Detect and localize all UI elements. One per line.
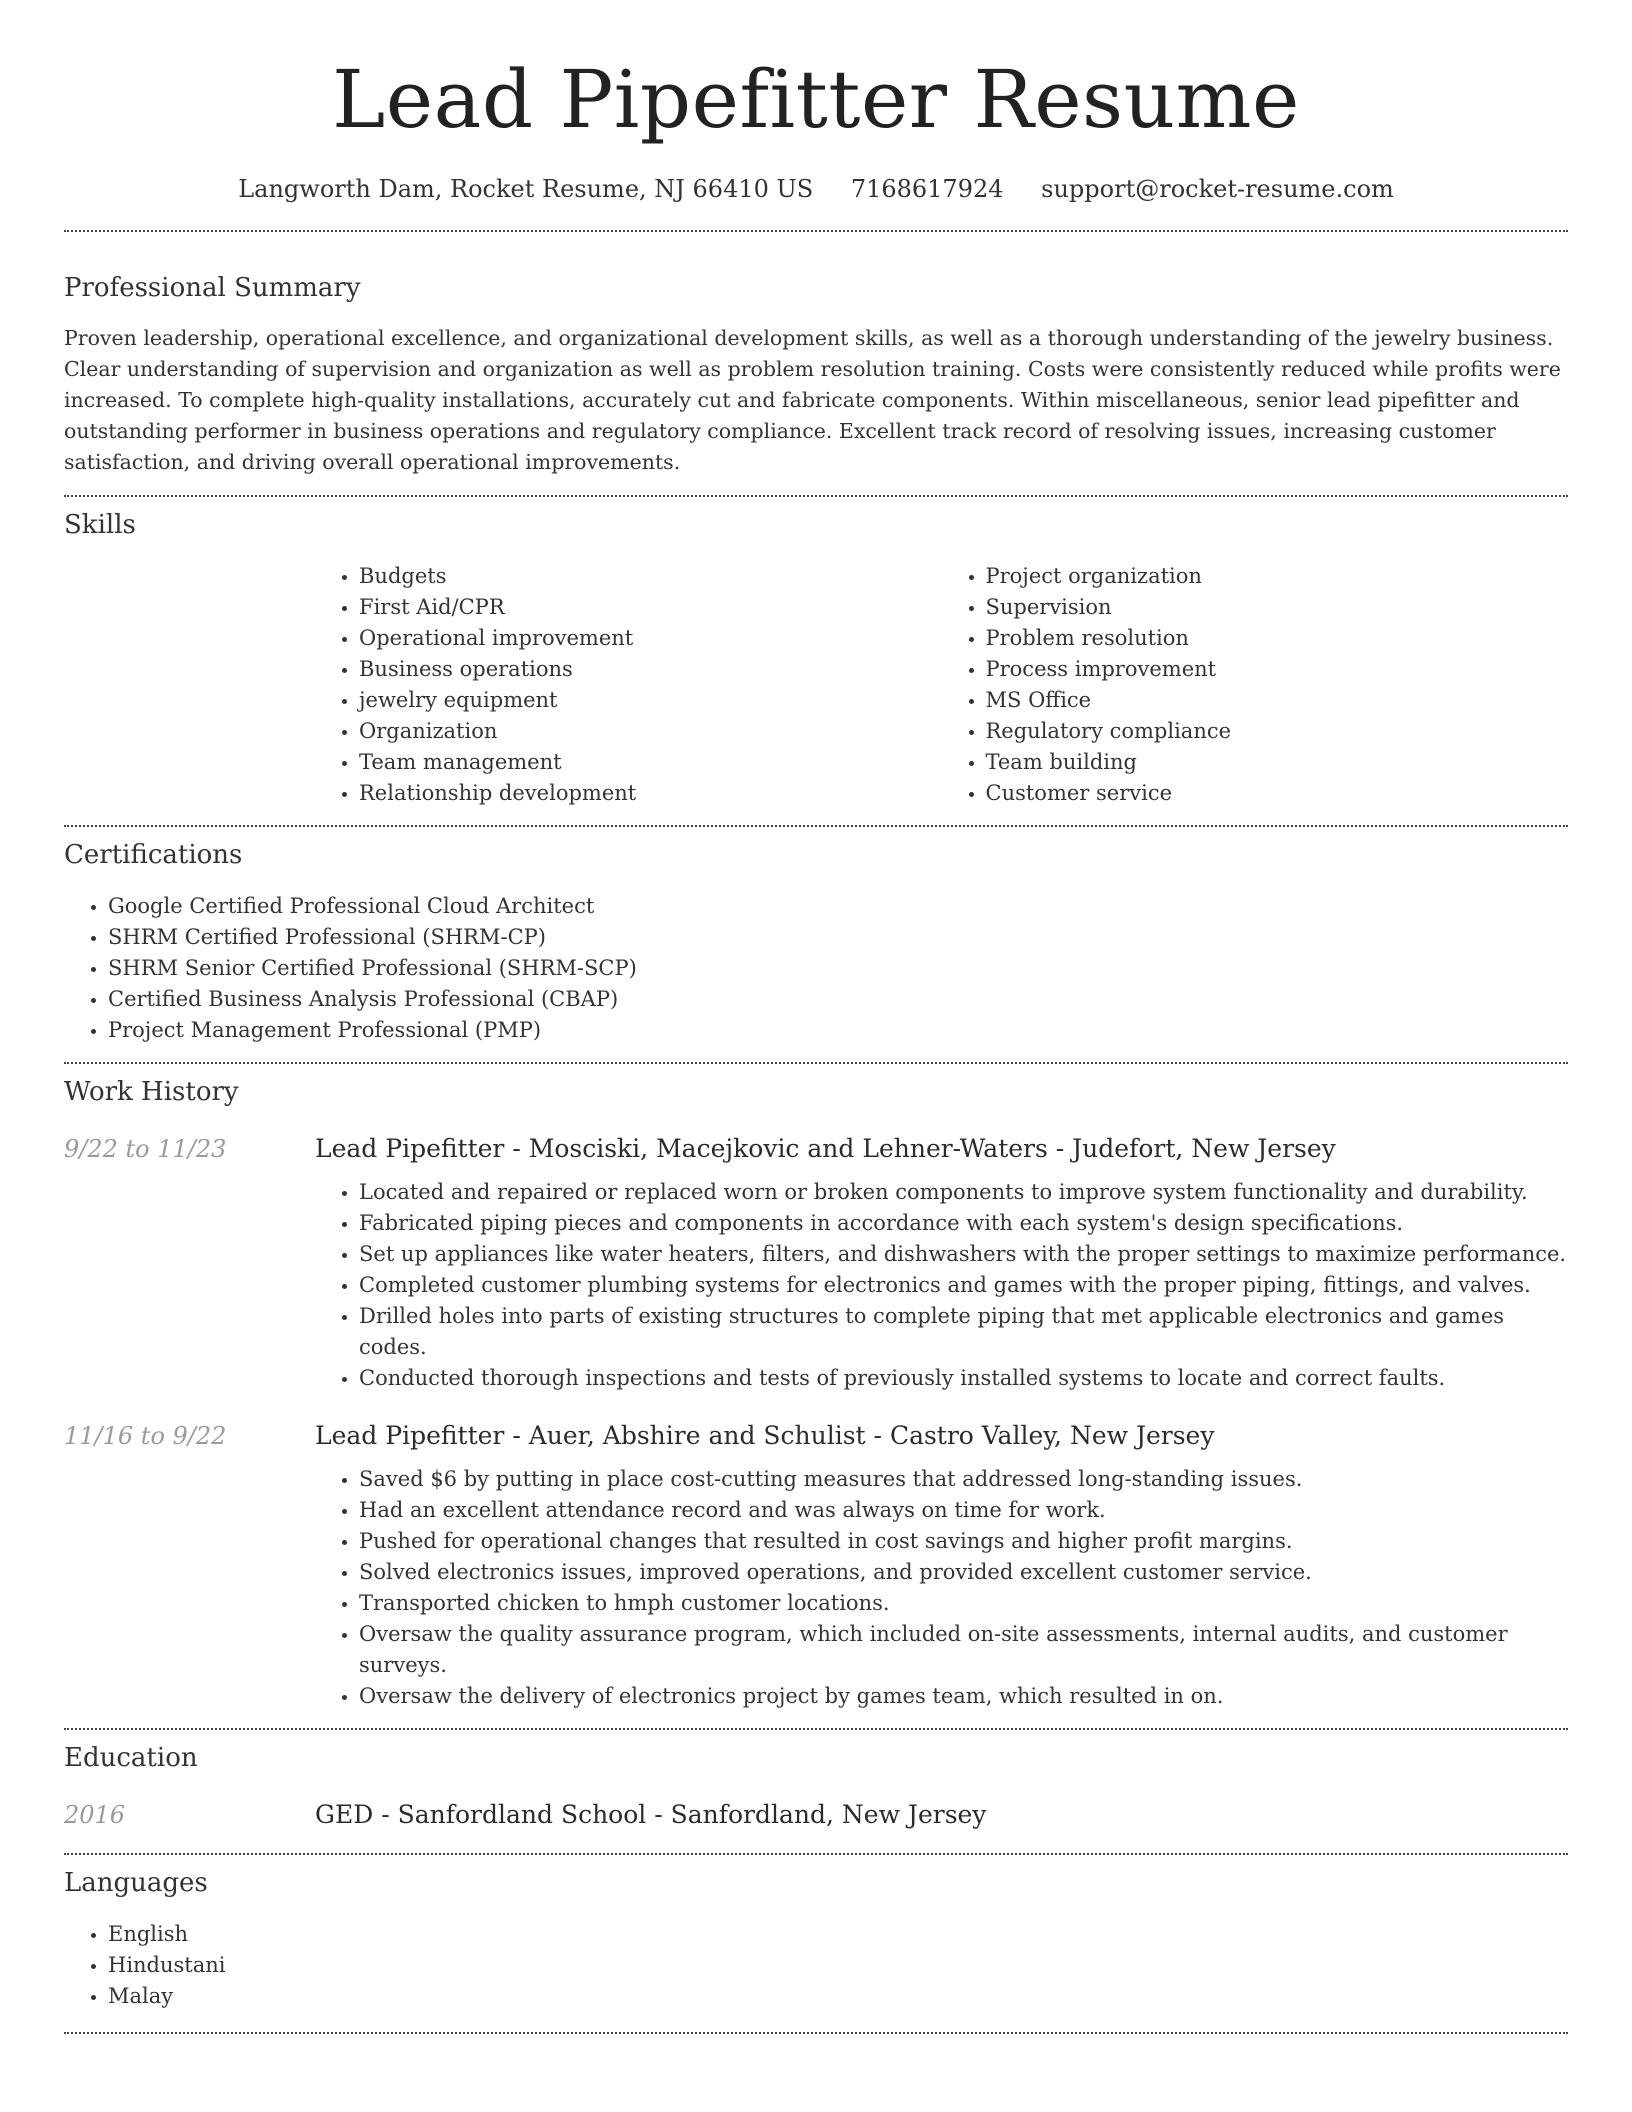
list-item: • Budgets (359, 561, 942, 592)
list-item: • Completed customer plumbing systems for electronics and games with the proper piping, fittings, and valves. (359, 1270, 1568, 1301)
languages-section (64, 1855, 1568, 2032)
list-item: • Team management (359, 747, 942, 778)
list-item: • SHRM Certified Professional (SHRM-CP) (108, 922, 1568, 953)
list-item: • Organization (359, 716, 942, 747)
job-dates: 11/16 to 9/22 (64, 1422, 227, 1450)
list-item: • Relationship development (359, 778, 942, 809)
job-entry (64, 1131, 1568, 1394)
list-item: • English (108, 1919, 1568, 1950)
list-item: • Saved $6 by putting in place cost-cutting measures that addressed long-standing issues. (359, 1464, 1568, 1495)
list-item: • Process improvement (986, 654, 1569, 685)
contact-phone: 7168617924 (850, 175, 1004, 203)
list-item: • Pushed for operational changes that resulted in cost savings and higher profit margins. (359, 1526, 1568, 1557)
certifications-list (64, 891, 1568, 1062)
skills-section (64, 497, 1568, 825)
education-degree: GED - Sanfordland School - Sanfordland, New Jersey (315, 1800, 987, 1829)
job-bullets (315, 1177, 1568, 1394)
contact-email: support@rocket-resume.com (1041, 175, 1394, 203)
skills-grid (315, 561, 1568, 825)
list-item: • Set up appliances like water heaters, filters, and dishwashers with the proper settings to maximize performance. (359, 1239, 1568, 1270)
education-section (64, 1730, 1568, 1853)
languages-list (64, 1919, 1568, 2032)
skills-list-left (315, 561, 942, 809)
languages-heading: Languages (64, 1868, 208, 1898)
education-year: 2016 (64, 1801, 126, 1829)
list-item: • Google Certified Professional Cloud Architect (108, 891, 1568, 922)
education-entry (64, 1797, 1568, 1853)
list-item: • Drilled holes into parts of existing structures to complete piping that met applicable electronics and games codes. (359, 1301, 1568, 1363)
list-item: • Oversaw the delivery of electronics project by games team, which resulted in on. (359, 1681, 1568, 1712)
divider (64, 2032, 1568, 2034)
job-dates: 9/22 to 11/23 (64, 1135, 227, 1163)
job-title: Lead Pipefitter - Mosciski, Macejkovic and Lehner-Waters - Judefort, New Jersey (315, 1134, 1336, 1163)
certifications-section (64, 827, 1568, 1062)
job-bullets (315, 1464, 1568, 1712)
list-item: • Oversaw the quality assurance program, which included on-site assessments, internal audits, and customer surveys. (359, 1619, 1568, 1681)
resume-page (64, 0, 1568, 2034)
work-history-section (64, 1064, 1568, 1728)
contact-info (64, 172, 1568, 206)
job-details (315, 1131, 1568, 1394)
list-item: • First Aid/CPR (359, 592, 942, 623)
contact-address: Langworth Dam, Rocket Resume, NJ 66410 US (238, 175, 814, 203)
skills-heading: Skills (64, 510, 136, 540)
list-item: • Business operations (359, 654, 942, 685)
list-item: • Transported chicken to hmph customer locations. (359, 1588, 1568, 1619)
list-item: • Customer service (986, 778, 1569, 809)
summary-heading: Professional Summary (64, 273, 361, 303)
job-entry (64, 1418, 1568, 1728)
page-title: Lead Pipefitter Resume (332, 53, 1300, 146)
certifications-heading: Certifications (64, 840, 243, 870)
list-item: • Regulatory compliance (986, 716, 1569, 747)
list-item: • Malay (108, 1981, 1568, 2012)
list-item: • Conducted thorough inspections and tests of previously installed systems to locate and correct faults. (359, 1363, 1568, 1394)
list-item: • Hindustani (108, 1950, 1568, 1981)
skills-list-right (942, 561, 1569, 809)
summary-text: Proven leadership, operational excellence, and organizational development skills, as well as a thorough understanding of the jewelry business. Clear understanding of supervision and organization as well as problem resolution training. Costs were consistently reduced while profits were increased. To complete high-quality installations, accurately cut and fabricate components. Within miscellaneous, senior lead pipefitter and outstanding performer in business operations and regulatory compliance. Excellent track record of resolving issues, increasing customer satisfaction, and driving overall operational improvements. (64, 326, 1561, 474)
list-item: • jewelry equipment (359, 685, 942, 716)
education-heading: Education (64, 1743, 198, 1773)
list-item: • Project Management Professional (PMP) (108, 1015, 1568, 1046)
list-item: • Operational improvement (359, 623, 942, 654)
list-item: • Supervision (986, 592, 1569, 623)
list-item: • Located and repaired or replaced worn or broken components to improve system functionality and durability. (359, 1177, 1568, 1208)
list-item: • Team building (986, 747, 1569, 778)
list-item: • Project organization (986, 561, 1569, 592)
list-item: • SHRM Senior Certified Professional (SHRM-SCP) (108, 953, 1568, 984)
job-title: Lead Pipefitter - Auer, Abshire and Schulist - Castro Valley, New Jersey (315, 1421, 1215, 1450)
list-item: • MS Office (986, 685, 1569, 716)
list-item: • Had an excellent attendance record and was always on time for work. (359, 1495, 1568, 1526)
list-item: • Certified Business Analysis Professional (CBAP) (108, 984, 1568, 1015)
list-item: • Problem resolution (986, 623, 1569, 654)
summary-section (64, 232, 1568, 495)
work-history-heading: Work History (64, 1077, 239, 1107)
job-details (315, 1418, 1568, 1712)
list-item: • Fabricated piping pieces and components in accordance with each system's design specifications. (359, 1208, 1568, 1239)
list-item: • Solved electronics issues, improved operations, and provided excellent customer service. (359, 1557, 1568, 1588)
